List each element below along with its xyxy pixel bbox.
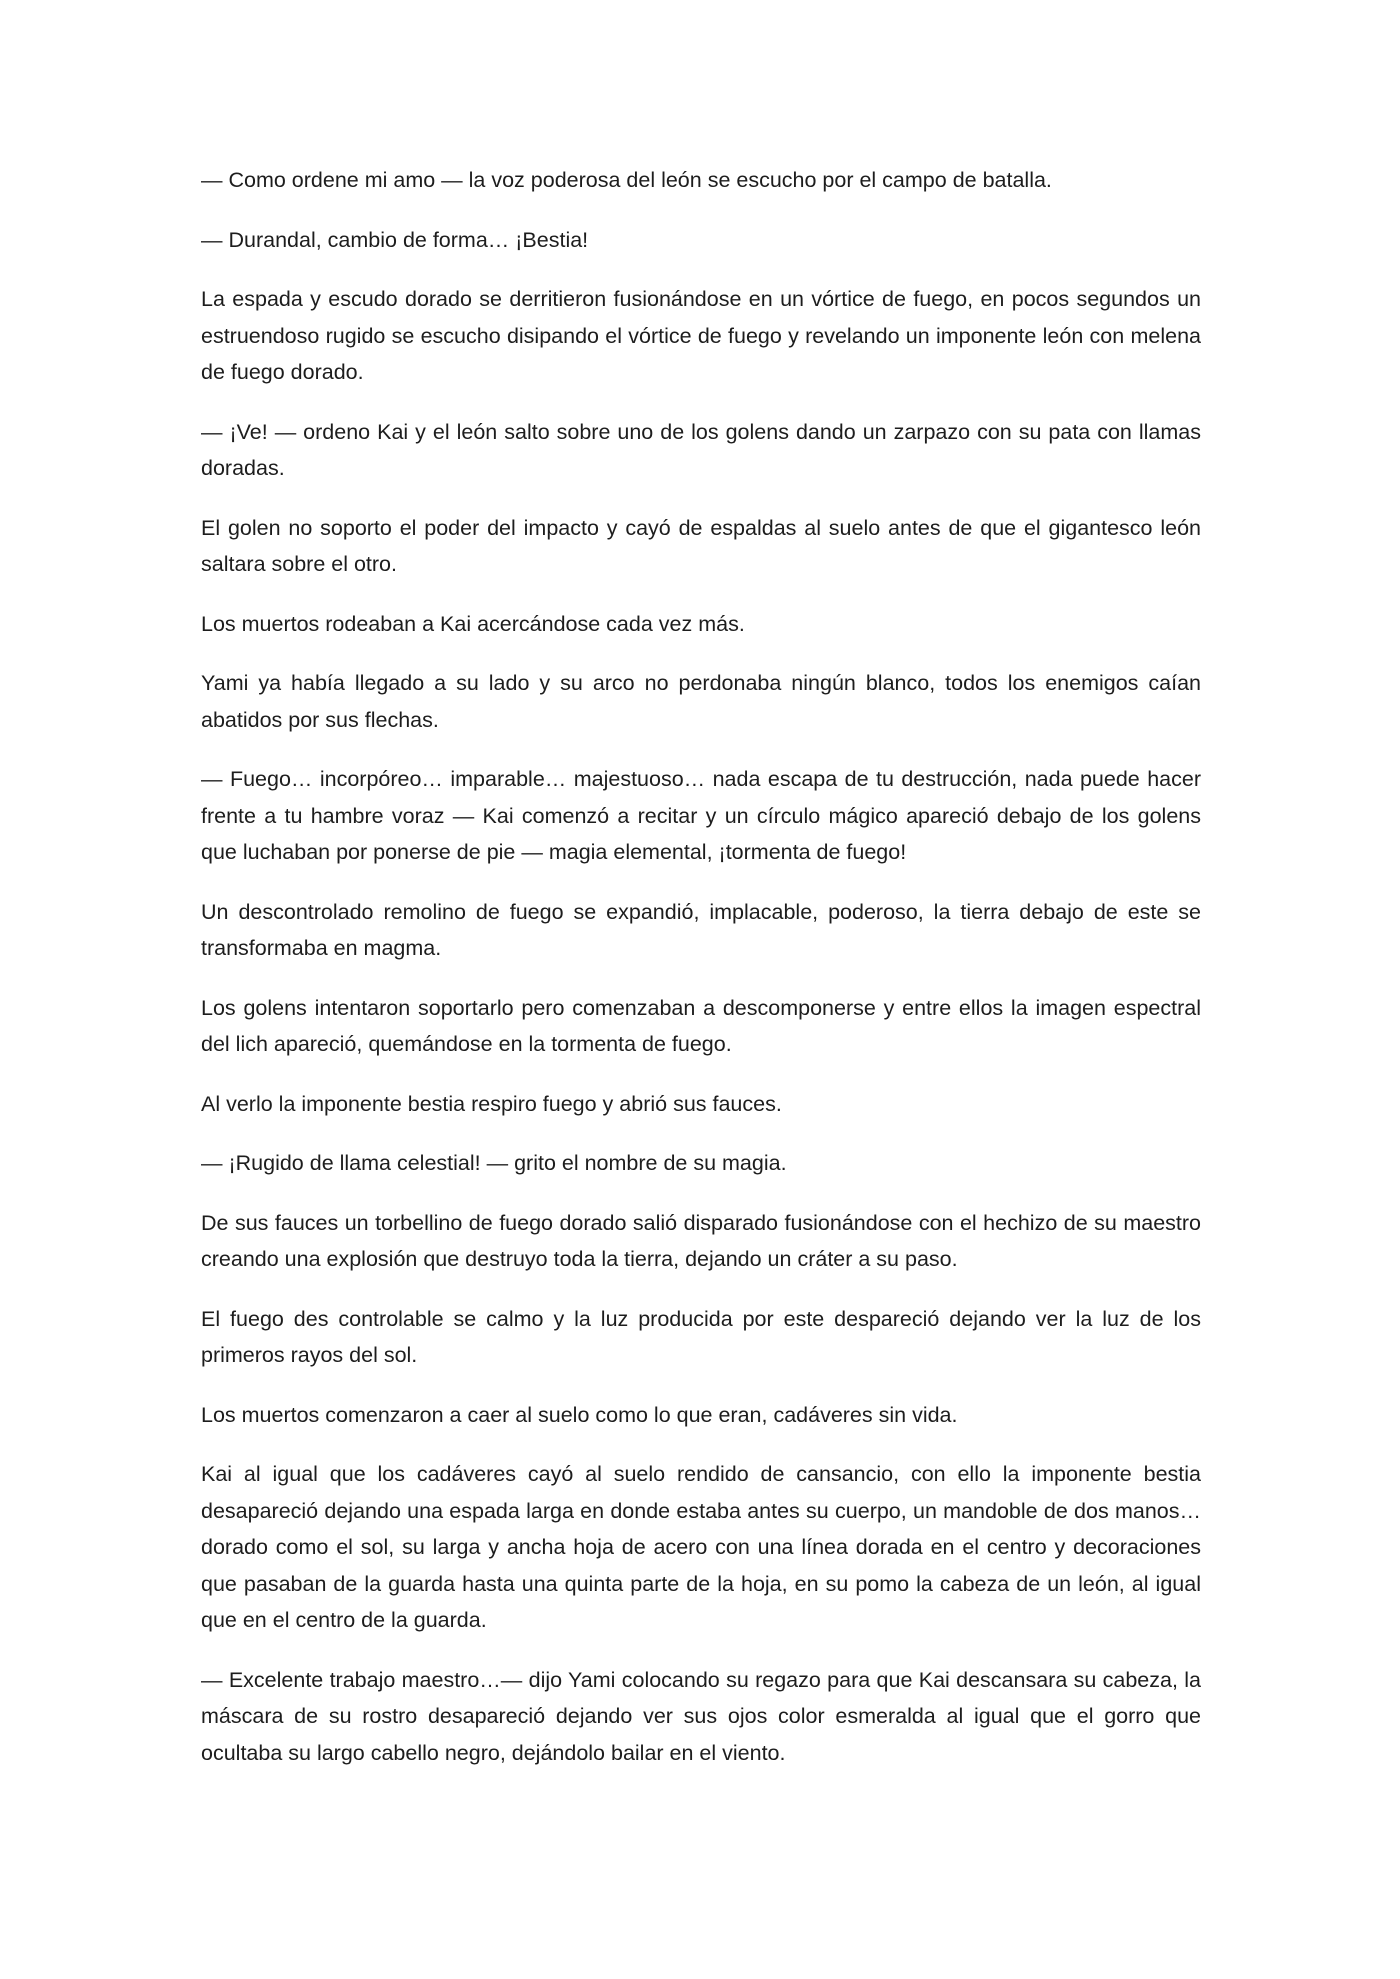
paragraph-12: — ¡Rugido de llama celestial! — grito el nombre de su magia. xyxy=(201,1151,787,1175)
paragraph-16: Kai al igual que los cadáveres cayó al suelo rendido de cansancio, con ello la imponente bestia desapareció dejando una espada larga en donde estaba antes su cuerpo, un mandoble de dos manos… dorado como el sol, su larga y ancha hoja de acero con una línea dorada en el centro y decoraciones que pasaban de la guarda hasta una quinta parte de la hoja, en su pomo la cabeza de un león, al igual que en el centro de la guarda. xyxy=(201,1462,1201,1632)
paragraph-11: Al verlo la imponente bestia respiro fuego y abrió sus fauces. xyxy=(201,1091,782,1116)
paragraph-2: — Durandal, cambio de forma… ¡Bestia! xyxy=(201,227,589,252)
paragraph-17: — Excelente trabajo maestro…— dijo Yami colocando su regazo para que Kai descansara su cabeza, la máscara de su rostro desapareció dejando ver sus ojos color esmeralda al igual que el gorro que ocultaba su largo cabello negro, dejándolo bailar en el viento. xyxy=(201,1667,1201,1765)
paragraph-8: — Fuego… incorpóreo… imparable… majestuoso… nada escapa de tu destrucción, nada puede hacer frente a tu hambre voraz — Kai comenzó a recitar y un círculo mágico apareció debajo de los golens que luchaban por ponerse de pie — magia elemental, ¡tormenta de fuego! xyxy=(201,767,1201,864)
paragraph-7: Yami ya había llegado a su lado y su arco no perdonaba ningún blanco, todos los enemigos caían abatidos por sus flechas. xyxy=(201,671,1201,732)
paragraph-6: Los muertos rodeaban a Kai acercándose cada vez más. xyxy=(201,611,745,636)
paragraph-13: De sus fauces un torbellino de fuego dorado salió disparado fusionándose con el hechizo de su maestro creando una explosión que destruyo toda la tierra, dejando un cráter a su paso. xyxy=(201,1210,1201,1271)
paragraph-9: Un descontrolado remolino de fuego se expandió, implacable, poderoso, la tierra debajo de este se transformaba en magma. xyxy=(201,899,1201,960)
paragraph-1: — Como ordene mi amo — la voz poderosa del león se escucho por el campo de batalla. xyxy=(201,168,1052,192)
paragraph-14: El fuego des controlable se calmo y la luz producida por este despareció dejando ver la luz de los primeros rayos del sol. xyxy=(201,1306,1201,1367)
paragraph-5: El golen no soporto el poder del impacto y cayó de espaldas al suelo antes de que el gigantesco león saltara sobre el otro. xyxy=(201,515,1201,576)
paragraph-4: — ¡Ve! — ordeno Kai y el león salto sobre uno de los golens dando un zarpazo con su pata con llamas doradas. xyxy=(201,419,1201,480)
paragraph-10: Los golens intentaron soportarlo pero comenzaban a descomponerse y entre ellos la imagen espectral del lich apareció, quemándose en la tormenta de fuego. xyxy=(201,995,1201,1056)
paragraph-15: Los muertos comenzaron a caer al suelo como lo que eran, cadáveres sin vida. xyxy=(201,1402,958,1427)
document-body xyxy=(201,162,1201,1771)
paragraph-3: La espada y escudo dorado se derritieron fusionándose en un vórtice de fuego, en pocos segundos un estruendoso rugido se escucho disipando el vórtice de fuego y revelando un imponente león con melena de fuego dorado. xyxy=(201,287,1201,384)
